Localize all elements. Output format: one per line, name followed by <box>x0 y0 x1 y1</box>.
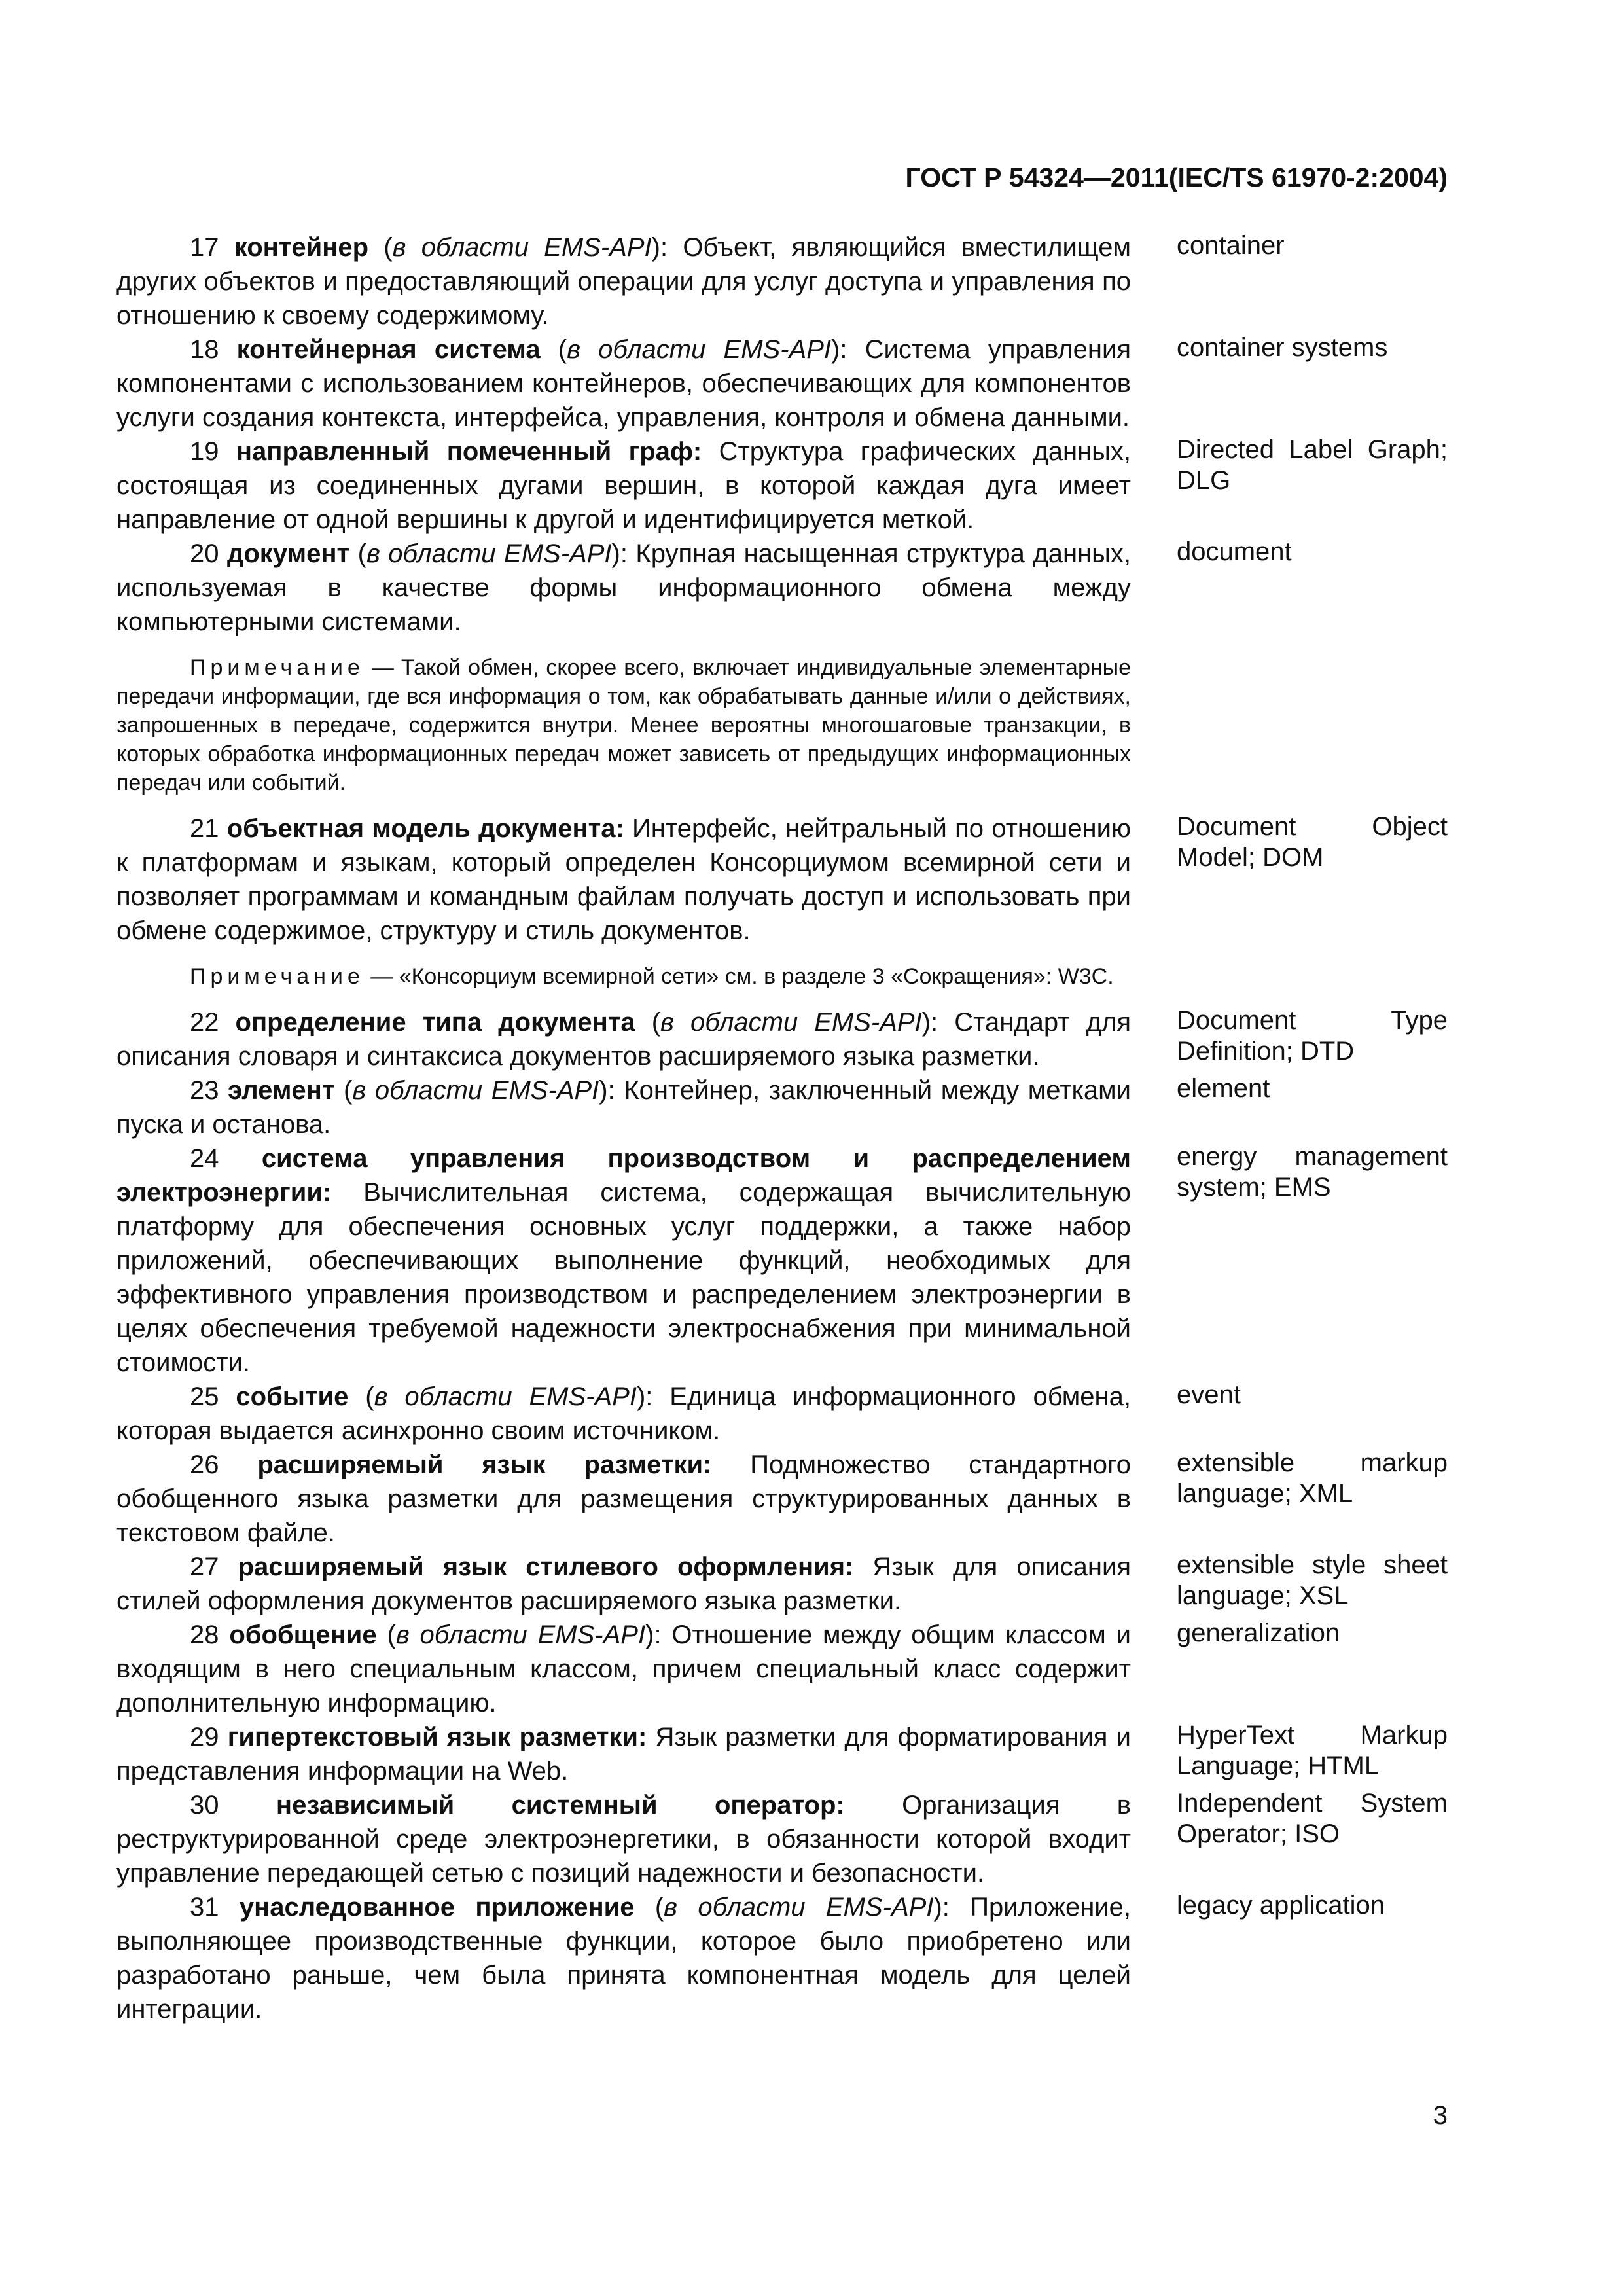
term-scope: в области EMS-API <box>392 233 652 262</box>
term-colon: : <box>654 1621 662 1649</box>
note-label: Примечание <box>190 964 365 989</box>
term-number: 23 <box>190 1076 219 1105</box>
term-colon: : <box>620 539 628 568</box>
term-definition: Структура графических данных, состоящая из соединенных дугами вершин, в которой каждая дуга имеет направление от одной вершины к другой и идентифицируется меткой. <box>116 437 1131 534</box>
definition-text <box>116 1141 1131 1380</box>
term-definition: Язык для описания стилей оформления документов расширяемого языка разметки. <box>116 1552 1131 1615</box>
definition-paragraph <box>116 1788 1131 1890</box>
term-name: определение типа документа <box>235 1008 635 1037</box>
term-name: документ <box>226 539 350 568</box>
definition-paragraph <box>116 812 1131 948</box>
page-number: 3 <box>1433 2101 1448 2130</box>
definition-entry <box>116 1618 1448 1720</box>
term-definition: Контейнер, заключенный между метками пуска и останова. <box>116 1076 1131 1139</box>
definition-text <box>116 1073 1131 1141</box>
term-definition: Интерфейс, нейтральный по отношению к платформам и языкам, который определен Консорциумом всемирной сети и позволяет программам и командным файлам получать доступ и использовать при обмене содержимое, структуру и стиль документов. <box>116 814 1131 945</box>
term-scope: в области EMS-API <box>395 1621 646 1649</box>
english-equivalent: Directed Label Graph; DLG <box>1177 435 1448 495</box>
definition-text <box>116 332 1131 435</box>
english-equivalent: energy management system; EMS <box>1177 1142 1448 1202</box>
definition-text <box>116 812 1131 948</box>
term-scope: в области EMS-API <box>567 335 831 364</box>
english-equivalent: container systems <box>1177 333 1388 362</box>
term-scope: в области EMS-API <box>352 1076 599 1105</box>
definition-entry <box>116 1448 1448 1550</box>
term-number: 18 <box>190 335 219 364</box>
definition-entry <box>116 1788 1448 1890</box>
definition-text <box>116 1788 1131 1890</box>
definition-paragraph <box>116 435 1131 537</box>
term-name: система управления производством и распределением электроэнергии: <box>116 1144 1131 1207</box>
definition-paragraph: 25 событие (в области EMS-API): Единица информационного обмена, которая выдается асинхронно своим источником. <box>116 1382 1131 1445</box>
definition-text <box>116 1380 1131 1448</box>
definition-entry <box>116 332 1448 435</box>
term-scope: в области EMS-API <box>374 1382 637 1411</box>
note-paragraph <box>116 653 1131 797</box>
term-name: событие <box>236 1382 349 1411</box>
definition-paragraph: 23 элемент (в области EMS-API): Контейнер, заключенный между метками пуска и останова. <box>116 1076 1131 1139</box>
definition-entry <box>116 1005 1448 1073</box>
term-definition: Язык разметки для форматирования и представления информации на Web. <box>116 1723 1131 1785</box>
definition-text <box>116 435 1131 537</box>
definition-paragraph: 17 контейнер (в области EMS-API): Объект, являющийся вместилищем других объектов и предоставляющий операции для услуг доступа и управления по отношению к своему содержимому. <box>116 233 1131 330</box>
definition-text <box>116 1890 1131 2026</box>
term-name: обобщение <box>229 1621 377 1649</box>
english-equivalent: legacy application <box>1177 1891 1385 1920</box>
term-name: направленный помеченный граф: <box>236 437 702 466</box>
english-equivalent: Independent System Operator; ISO <box>1177 1789 1448 1848</box>
term-scope: в области EMS-API <box>660 1008 922 1037</box>
term-definition: Крупная насыщенная структура данных, используемая в качестве формы информационного обмена между компьютерными системами. <box>116 539 1131 636</box>
definition-entry <box>116 1141 1448 1380</box>
definition-text <box>116 1448 1131 1550</box>
term-definition: Стандарт для описания словаря и синтаксиса документов расширяемого языка разметки. <box>116 1008 1131 1071</box>
english-equivalent: element <box>1177 1074 1270 1103</box>
definition-paragraph: 22 определение типа документа (в области EMS-API): Стандарт для описания словаря и синтаксиса документов расширяемого языка разметки. <box>116 1008 1131 1071</box>
definition-paragraph <box>116 1141 1131 1380</box>
term-name: контейнерная система <box>236 335 541 364</box>
term-definition: Система управления компонентами с использованием контейнеров, обеспечивающих для компонентов услуги создания контекста, интерфейса, управления, контроля и обмена данными. <box>116 335 1131 432</box>
term-colon: : <box>660 233 668 262</box>
term-number: 17 <box>190 233 219 262</box>
term-number: 28 <box>190 1621 219 1649</box>
term-scope: в области EMS-API <box>366 539 612 568</box>
page-header: ГОСТ Р 54324—2011(IEC/TS 61970-2:2004) <box>905 162 1448 192</box>
note-paragraph <box>116 962 1131 991</box>
term-definition: Единица информационного обмена, которая выдается асинхронно своим источником. <box>116 1382 1131 1445</box>
english-equivalent: extensible markup language; XML <box>1177 1448 1448 1508</box>
term-number: 22 <box>190 1008 219 1037</box>
definition-entry <box>116 1073 1448 1141</box>
term-name: элемент <box>228 1076 335 1105</box>
english-equivalent: Document Type Definition; DTD <box>1177 1006 1448 1066</box>
definition-paragraph: 31 унаследованное приложение (в области EMS-API): Приложение, выполняющее производственные функции, которое было приобретено или разработано раньше, чем была принята компонентная модель для целей интеграции. <box>116 1893 1131 2024</box>
term-name: расширяемый язык стилевого оформления: <box>238 1552 854 1581</box>
term-name: независимый системный оператор: <box>276 1791 845 1820</box>
definition-paragraph: 20 документ (в области EMS-API): Крупная насыщенная структура данных, используемая в качестве формы информационного обмена между компьютерными системами. <box>116 539 1131 636</box>
term-name: унаследованное приложение <box>239 1893 635 1922</box>
term-name: контейнер <box>234 233 369 262</box>
term-name: гипертекстовый язык разметки: <box>227 1723 647 1751</box>
term-definition: Приложение, выполняющее производственные функции, которое было приобретено или разработано раньше, чем была принята компонентная модель для целей интеграции. <box>116 1893 1131 2024</box>
definition-entry <box>116 812 1448 948</box>
term-colon: : <box>931 1008 938 1037</box>
definition-paragraph <box>116 1448 1131 1550</box>
english-equivalent: event <box>1177 1380 1241 1409</box>
term-definition: Объект, являющийся вместилищем других объектов и предоставляющий операции для услуг доступа и управления по отношению к своему содержимому. <box>116 233 1131 330</box>
definition-text <box>116 1005 1131 1073</box>
term-scope: в области EMS-API <box>664 1893 934 1922</box>
note-text: — «Консорциум всемирной сети» см. в разделе 3 «Сокращения»: W3C. <box>364 964 1114 989</box>
term-definition: Организация в реструктурированной среде электроэнергетики, в обязанности которой входит управление передающей сетью с позиций надежности и безопасности. <box>116 1791 1132 1888</box>
term-number: 31 <box>190 1893 219 1922</box>
definition-paragraph <box>116 1550 1131 1618</box>
term-number: 24 <box>190 1144 219 1173</box>
definition-text <box>116 1550 1131 1618</box>
term-number: 25 <box>190 1382 219 1411</box>
definition-entry <box>116 1550 1448 1618</box>
definition-entry <box>116 435 1448 537</box>
english-equivalent: Document Object Model; DOM <box>1177 812 1448 872</box>
english-equivalent: container <box>1177 231 1285 260</box>
definition-text <box>116 537 1131 639</box>
definitions-list <box>116 230 1448 2026</box>
definition-text <box>116 230 1131 332</box>
term-number: 27 <box>190 1552 219 1581</box>
term-number: 19 <box>190 437 219 466</box>
english-equivalent: HyperText Markup Language; HTML <box>1177 1721 1448 1780</box>
note-text: — Такой обмен, скорее всего, включает индивидуальные элементарные передачи информации, где вся информация о том, как обрабатывать данные и/или о действиях, запрошенных в передаче, содержится внутри. Менее вероятны многошаговые транзакции, в которых обработка информационных передач может зависеть от предыдущих информационных передач или событий. <box>116 655 1131 795</box>
term-number: 30 <box>190 1791 219 1820</box>
term-definition: Отношение между общим классом и входящим в него специальным классом, причем специальный класс содержит дополнительную информацию. <box>116 1621 1131 1717</box>
term-name: расширяемый язык разметки: <box>257 1450 712 1479</box>
definition-entry <box>116 1890 1448 2026</box>
term-definition: Подмножество стандартного обобщенного языка разметки для размещения структурированных данных в текстовом файле. <box>116 1450 1131 1547</box>
definition-entry <box>116 1720 1448 1788</box>
term-number: 21 <box>190 814 219 843</box>
definition-paragraph <box>116 1720 1131 1788</box>
definition-entry <box>116 230 1448 332</box>
term-number: 26 <box>190 1450 219 1479</box>
definition-text <box>116 1618 1131 1720</box>
term-colon: : <box>942 1893 950 1922</box>
term-number: 20 <box>190 539 219 568</box>
term-colon: : <box>840 335 847 364</box>
english-equivalent: document <box>1177 537 1292 566</box>
term-name: объектная модель документа: <box>226 814 624 843</box>
term-colon: : <box>607 1076 615 1105</box>
definition-text <box>116 1720 1131 1788</box>
definition-paragraph: 28 обобщение (в области EMS-API): Отношение между общим классом и входящим в него специальным классом, причем специальный класс содержит дополнительную информацию. <box>116 1621 1131 1717</box>
definition-entry <box>116 1380 1448 1448</box>
term-colon: : <box>645 1382 653 1411</box>
term-definition: Вычислительная система, содержащая вычислительную платформу для обеспечения основных услуг поддержки, а также набор приложений, обеспечивающих выполнение функций, необходимых для эффективного управления производством и распределением электроэнергии в целях обеспечения требуемой надежности электроснабжения при минимальной стоимости. <box>116 1178 1131 1377</box>
english-equivalent: generalization <box>1177 1619 1340 1647</box>
definition-entry <box>116 537 1448 639</box>
note-label: Примечание <box>190 655 365 680</box>
term-number: 29 <box>190 1723 219 1751</box>
definition-paragraph: 18 контейнерная система (в области EMS-API): Система управления компонентами с использованием контейнеров, обеспечивающих для компонентов услуги создания контекста, интерфейса, управления, контроля и обмена данными. <box>116 335 1131 432</box>
english-equivalent: extensible style sheet language; XSL <box>1177 1551 1448 1610</box>
